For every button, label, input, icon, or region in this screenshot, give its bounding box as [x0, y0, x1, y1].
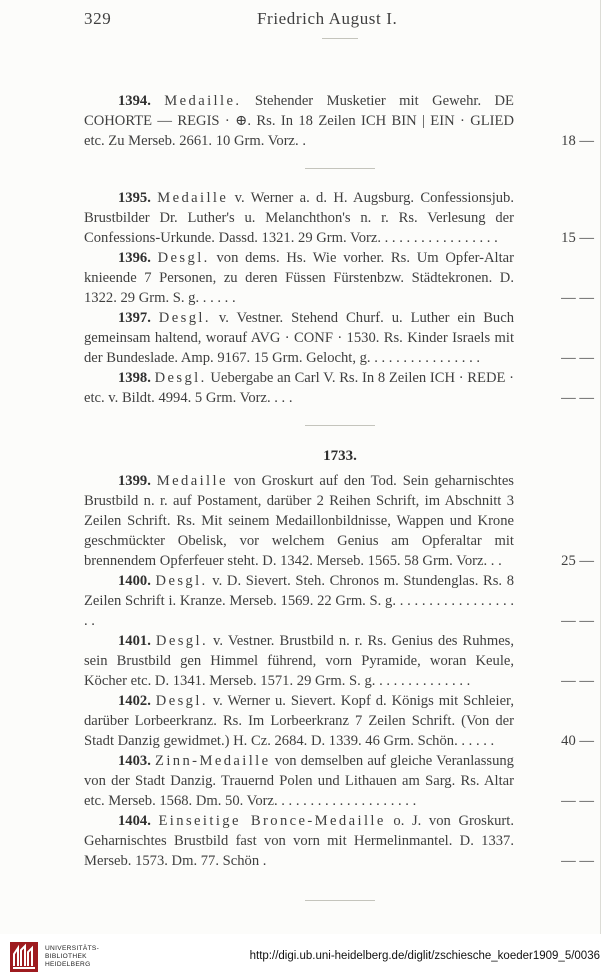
- running-title: Friedrich August I.: [257, 9, 398, 28]
- entry-description: v. Vestner. Stehend Churf. u. Luther ein Buch gemeinsam haltend, worauf AVG · CONF · 1530. Rs. Kinder Israels mit der Bundeslade. Amp. 9167. 15 Grm. Gelocht, g. . . . . . . . . . . . . . . .: [84, 310, 514, 366]
- entry-price: — —: [561, 793, 594, 809]
- entry-price: — —: [561, 673, 594, 689]
- entry-description: von dems. Hs. Wie vorher. Rs. Um Opfer-Altar knieende 7 Personen, zu deren Füssen Fürstenbzw. Städtekronen. D. 1322. 29 Grm. S. g. . . . . .: [84, 250, 514, 306]
- entry-text-block: [84, 571, 514, 631]
- catalog-entry: [84, 248, 596, 308]
- entry-number: 1395.: [118, 190, 151, 206]
- entry-text-block: [84, 308, 514, 368]
- footer-bar: [0, 934, 608, 980]
- entry-number: 1398.: [118, 370, 151, 386]
- entry-label: Zinn-Medaille: [155, 753, 271, 769]
- entry-text-block: [84, 368, 514, 408]
- entry-price: — —: [561, 613, 594, 629]
- entry-price: — —: [561, 350, 594, 366]
- entry-label: Desgl.: [158, 310, 211, 326]
- entry-description: v. Vestner. Brustbild n. r. Rs. Genius des Ruhmes, sein Brustbild gen Himmel führend, vorn Pyramide, woran Keule, Köcher etc. D. 1341. Merseb. 1571. 29 Grm. S. g. . . . . . . . . . . . . .: [84, 633, 514, 689]
- logo-line: UNIVERSITÄTS-: [45, 945, 100, 952]
- entry-label: Desgl.: [155, 573, 208, 589]
- entry-text-block: [84, 248, 514, 308]
- page-header: [0, 9, 600, 33]
- logo-line: HEIDELBERG: [45, 961, 91, 968]
- entry-text-block: [84, 91, 514, 151]
- source-url-link[interactable]: http://digi.ub.uni-heidelberg.de/diglit/zschiesche_koeder1909_5/0036: [249, 950, 600, 962]
- entry-label: Medaille: [156, 473, 228, 489]
- catalog-entry: [84, 751, 596, 811]
- entry-description: von demselben auf gleiche Veranlassung von der Stadt Danzig. Trauernd Polen und Lithauen am Sarg. Rs. Altar etc. Merseb. 1568. Dm. 50. Vorz. . . . . . . . . . . . . . . . . . . .: [84, 753, 514, 809]
- entry-description: Stehender Musketier mit Gewehr. DE COHORTE — REGIS · ⊕. Rs. In 18 Zeilen ICH BIN | EIN · GLIED etc. Zu Merseb. 2661. 10 Grm. Vorz. .: [84, 93, 514, 149]
- entry-number: 1401.: [118, 633, 151, 649]
- entry-number: 1402.: [118, 693, 151, 709]
- page-edge: [600, 0, 608, 980]
- entry-number: 1400.: [118, 573, 151, 589]
- year-heading: 1733.: [323, 448, 357, 464]
- entry-number: 1404.: [118, 813, 151, 829]
- entry-description: v. Werner u. Sievert. Kopf d. Königs mit Schleier, darüber Lorbeerkranz. Rs. Im Lorbeerkranz 7 Zeilen Schrift. (Von der Stadt Danzig gewidmet.) H. Cz. 2684. D. 1339. 46 Grm. Schön. . . . . .: [84, 693, 514, 749]
- bottom-divider: [305, 900, 375, 901]
- entry-price: 18 —: [561, 133, 594, 149]
- catalog-entry: [84, 571, 596, 631]
- catalog-entry: [84, 368, 596, 408]
- entry-description: o. J. von Groskurt. Geharnischtes Brustbild fast von vorn mit Hermelinmantel. D. 1337. Merseb. 1573. Dm. 77. Schön .: [84, 813, 514, 869]
- entry-number: 1396.: [118, 250, 151, 266]
- entry-number: 1394.: [118, 93, 151, 109]
- catalog-entry: [84, 691, 596, 751]
- catalog-entry: [84, 471, 596, 571]
- entry-label: Desgl.: [155, 693, 208, 709]
- entry-price: 15 —: [561, 230, 594, 246]
- section-divider: [305, 425, 375, 426]
- entry-number: 1403.: [118, 753, 151, 769]
- entry-text-block: [84, 751, 514, 811]
- entry-label: Einseitige Bronce-Medaille: [158, 813, 386, 829]
- entry-price: — —: [561, 390, 594, 406]
- entry-description: von Groskurt auf den Tod. Sein geharnischtes Brustbild n. r. auf Postament, darüber 2 Reihen Schrift, im Abschnitt 3 Zeilen Schrift. Rs. Mit seinem Medaillonbildnisse, Wappen und Krone geschmückter Obelisk, vor welchem Genius am Opferaltar mit brennendem Opferfeuer steht. D. 1342. Merseb. 1565. 58 Grm. Vorz. . .: [84, 473, 514, 569]
- library-logo-icon: [10, 942, 38, 972]
- entry-number: 1399.: [118, 473, 151, 489]
- entry-text-block: [84, 811, 514, 871]
- entry-price: 25 —: [561, 553, 594, 569]
- entry-description: Uebergabe an Carl V. Rs. In 8 Zeilen ICH · REDE · etc. v. Bildt. 4994. 5 Grm. Vorz. . . .: [84, 370, 514, 406]
- entry-label: Desgl.: [155, 633, 208, 649]
- catalog-entry: [84, 91, 596, 151]
- library-logo-text: [45, 945, 99, 969]
- entry-label: Desgl.: [157, 250, 210, 266]
- page-number: 329: [84, 9, 112, 28]
- entry-label: Medaille: [157, 190, 229, 206]
- entry-text-block: [84, 631, 514, 691]
- entry-number: 1397.: [118, 310, 151, 326]
- catalog-entry: [84, 631, 596, 691]
- entry-description: v. Werner a. d. H. Augsburg. Confessionsjub. Brustbilder Dr. Luther's u. Melanchthon's n. r. Rs. Verlesung der Confessions-Urkunde. Dassd. 1321. 29 Grm. Vorz. . . . . . . . . . . . . . . . .: [84, 190, 514, 246]
- entry-text-block: [84, 691, 514, 751]
- entry-text-block: [84, 188, 514, 248]
- entry-description: v. D. Sievert. Steh. Chronos m. Stundenglas. Rs. 8 Zeilen Schrift i. Kranze. Merseb. 1569. 22 Grm. S. g. . . . . . . . . . . . . . . . . . .: [84, 573, 515, 629]
- entry-price: — —: [561, 853, 594, 869]
- entry-text-block: [84, 471, 514, 571]
- catalog-entry: [84, 811, 596, 871]
- catalog-content: [84, 38, 596, 901]
- entry-price: 40 —: [561, 733, 594, 749]
- logo-line: BIBLIOTHEK: [45, 953, 87, 960]
- entry-price: — —: [561, 290, 594, 306]
- catalog-entry: [84, 188, 596, 248]
- top-divider: [322, 38, 358, 39]
- entry-label: Desgl.: [154, 370, 207, 386]
- section-divider: [305, 168, 375, 169]
- entry-label: Medaille.: [164, 93, 242, 109]
- catalog-entry: [84, 308, 596, 368]
